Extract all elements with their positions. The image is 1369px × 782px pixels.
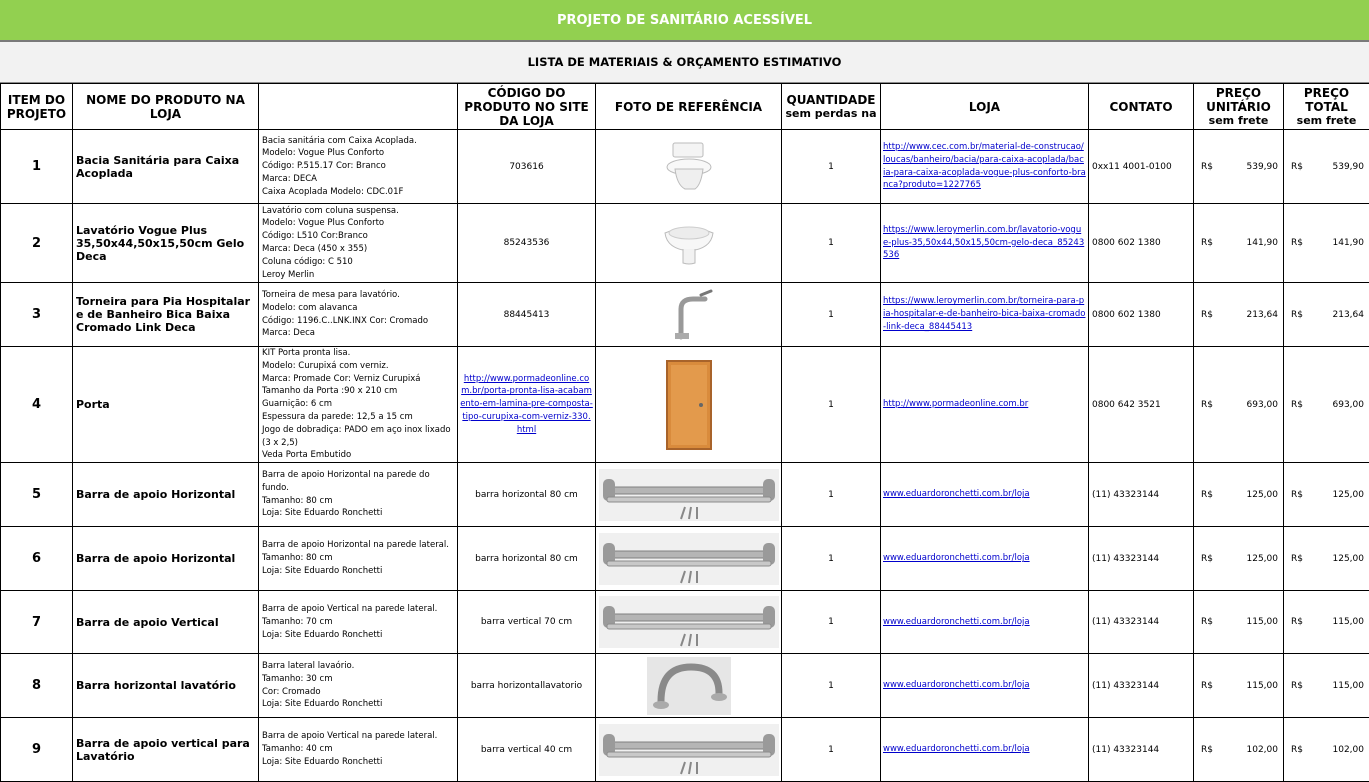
faucet-icon	[596, 289, 781, 341]
product-description	[259, 654, 458, 718]
item-number: 8	[1, 654, 73, 718]
contact: (11) 43323144	[1089, 718, 1194, 782]
reference-photo	[596, 347, 782, 463]
store-cell[interactable]	[881, 130, 1089, 204]
description-line: Marca: Deca (450 x 355)	[262, 243, 455, 256]
description-line: Torneira de mesa para lavatório.	[262, 289, 455, 302]
currency-symbol: R$	[1196, 617, 1213, 627]
header-row	[1, 84, 1369, 130]
currency-symbol: R$	[1286, 681, 1303, 691]
product-code: barra horizontal 80 cm	[458, 527, 596, 591]
quantity: 1	[782, 204, 881, 283]
currency-symbol: R$	[1196, 681, 1213, 691]
description-line: Jogo de dobradiça: PADO em aço inox lixado (3 x 2,5)	[262, 424, 455, 450]
item-number: 5	[1, 463, 73, 527]
description-line: Leroy Merlin	[262, 269, 455, 282]
unit-price-value: 539,90	[1247, 162, 1282, 172]
contact: 0800 602 1380	[1089, 283, 1194, 347]
contact: (11) 43323144	[1089, 463, 1194, 527]
contact: (11) 43323144	[1089, 527, 1194, 591]
header-total-price: PREÇO TOTAL sem frete	[1284, 84, 1369, 130]
total-price-value: 115,00	[1333, 617, 1368, 627]
unit-price-value: 213,64	[1247, 310, 1282, 320]
unit-price	[1194, 591, 1284, 654]
grab-bar-icon	[596, 596, 781, 648]
store-cell[interactable]	[881, 654, 1089, 718]
contact: (11) 43323144	[1089, 654, 1194, 718]
contact: 0800 602 1380	[1089, 204, 1194, 283]
currency-symbol: R$	[1196, 745, 1213, 755]
quantity: 1	[782, 347, 881, 463]
grab-bar-icon	[596, 533, 781, 585]
total-price	[1284, 718, 1369, 782]
description-line: Barra de apoio Horizontal na parede lateral.	[262, 539, 455, 552]
product-description	[259, 347, 458, 463]
description-line: Loja: Site Eduardo Ronchetti	[262, 629, 455, 642]
description-line: Barra lateral lavaório.	[262, 660, 455, 673]
unit-price	[1194, 347, 1284, 463]
item-number: 6	[1, 527, 73, 591]
total-price-value: 125,00	[1333, 490, 1368, 500]
reference-photo	[596, 718, 782, 782]
page-title: PROJETO DE SANITÁRIO ACESSÍVEL	[0, 0, 1369, 42]
header-name: NOME DO PRODUTO NA LOJA	[73, 84, 259, 130]
unit-price-value: 693,00	[1247, 400, 1282, 410]
description-line: Código: P.515.17 Cor: Branco	[262, 160, 455, 173]
table-row	[1, 654, 1369, 718]
unit-price	[1194, 204, 1284, 283]
product-description	[259, 591, 458, 654]
store-link[interactable]: https://www.leroymerlin.com.br/lavatorio-vogue-plus-35,50x44,50x15,50cm-gelo-deca_85243536	[883, 225, 1084, 261]
store-cell[interactable]	[881, 718, 1089, 782]
description-line: Marca: DECA	[262, 173, 455, 186]
store-cell[interactable]	[881, 527, 1089, 591]
total-price-value: 115,00	[1333, 681, 1368, 691]
product-code: barra vertical 70 cm	[458, 591, 596, 654]
currency-symbol: R$	[1196, 238, 1213, 248]
total-price-value: 141,90	[1333, 238, 1368, 248]
grab-bar-icon	[596, 469, 781, 521]
product-name: Barra de apoio vertical para Lavatório	[73, 718, 259, 782]
total-price-value: 102,00	[1333, 745, 1368, 755]
total-price	[1284, 204, 1369, 283]
total-price	[1284, 283, 1369, 347]
product-code[interactable]	[458, 347, 596, 463]
item-number: 1	[1, 130, 73, 204]
description-line: Modelo: Curupixá com verniz.	[262, 360, 455, 373]
product-name: Lavatório Vogue Plus 35,50x44,50x15,50cm Gelo Deca	[73, 204, 259, 283]
description-line: Marca: Deca	[262, 327, 455, 340]
description-line: Coluna código: C 510	[262, 256, 455, 269]
store-link[interactable]: www.eduardoronchetti.com.br/loja	[883, 489, 1030, 499]
table-row	[1, 718, 1369, 782]
sink-icon	[596, 219, 781, 267]
reference-photo	[596, 283, 782, 347]
total-price-value: 125,00	[1333, 554, 1368, 564]
product-code: 85243536	[458, 204, 596, 283]
table-row	[1, 130, 1369, 204]
product-description	[259, 463, 458, 527]
description-line: Tamanho da Porta :90 x 210 cm	[262, 385, 455, 398]
store-cell[interactable]	[881, 283, 1089, 347]
currency-symbol: R$	[1286, 490, 1303, 500]
store-link[interactable]: www.eduardoronchetti.com.br/loja	[883, 744, 1030, 754]
product-name: Porta	[73, 347, 259, 463]
product-description	[259, 718, 458, 782]
product-code: 88445413	[458, 283, 596, 347]
product-name: Barra de apoio Horizontal	[73, 463, 259, 527]
header-photo: FOTO DE REFERÊNCIA	[596, 84, 782, 130]
store-link[interactable]: https://www.leroymerlin.com.br/torneira-para-pia-hospitalar-e-de-banheiro-bica-baixa-cromado-link-deca_88445413	[883, 296, 1085, 332]
total-price-value: 539,90	[1333, 162, 1368, 172]
currency-symbol: R$	[1286, 554, 1303, 564]
product-code-link[interactable]: http://www.pormadeonline.com.br/porta-pronta-lisa-acabamento-em-lamina-pre-composta-tipo-curupixa-com-verniz-330.html	[460, 374, 593, 435]
table-row	[1, 463, 1369, 527]
reference-photo	[596, 654, 782, 718]
currency-symbol: R$	[1196, 162, 1213, 172]
store-cell[interactable]	[881, 591, 1089, 654]
description-line: Caixa Acoplada Modelo: CDC.01F	[262, 186, 455, 199]
product-name: Barra de apoio Horizontal	[73, 527, 259, 591]
currency-symbol: R$	[1286, 238, 1303, 248]
header-code: CÓDIGO DO PRODUTO NO SITE DA LOJA	[458, 84, 596, 130]
currency-symbol: R$	[1196, 310, 1213, 320]
description-line: Loja: Site Eduardo Ronchetti	[262, 698, 455, 711]
header-store: LOJA	[881, 84, 1089, 130]
store-link[interactable]: www.eduardoronchetti.com.br/loja	[883, 553, 1030, 563]
store-cell[interactable]	[881, 347, 1089, 463]
table-row	[1, 283, 1369, 347]
item-number: 2	[1, 204, 73, 283]
product-description	[259, 283, 458, 347]
description-line: Lavatório com coluna suspensa.	[262, 205, 455, 218]
description-line: Loja: Site Eduardo Ronchetti	[262, 756, 455, 769]
description-line: Loja: Site Eduardo Ronchetti	[262, 507, 455, 520]
reference-photo	[596, 204, 782, 283]
header-contact: CONTATO	[1089, 84, 1194, 130]
table-row	[1, 591, 1369, 654]
product-name: Bacia Sanitária para Caixa Acoplada	[73, 130, 259, 204]
unit-price-value: 115,00	[1247, 617, 1282, 627]
reference-photo	[596, 527, 782, 591]
product-code: barra horizontallavatorio	[458, 654, 596, 718]
quantity: 1	[782, 527, 881, 591]
description-line: Tamanho: 40 cm	[262, 743, 455, 756]
description-line: Código: 1196.C..LNK.INX Cor: Cromado	[262, 315, 455, 328]
product-description	[259, 204, 458, 283]
quantity: 1	[782, 283, 881, 347]
table-row	[1, 204, 1369, 283]
reference-photo	[596, 463, 782, 527]
header-quantity: QUANTIDADE sem perdas na	[782, 84, 881, 130]
unit-price-value: 125,00	[1247, 490, 1282, 500]
total-price-value: 213,64	[1333, 310, 1368, 320]
description-line: Modelo: Vogue Plus Conforto	[262, 217, 455, 230]
currency-symbol: R$	[1196, 490, 1213, 500]
quantity: 1	[782, 463, 881, 527]
item-number: 3	[1, 283, 73, 347]
item-number: 7	[1, 591, 73, 654]
product-description	[259, 527, 458, 591]
total-price-value: 693,00	[1333, 400, 1368, 410]
currency-symbol: R$	[1286, 617, 1303, 627]
reference-photo	[596, 591, 782, 654]
header-description	[259, 84, 458, 130]
currency-symbol: R$	[1196, 400, 1213, 410]
quantity: 1	[782, 654, 881, 718]
description-line: Loja: Site Eduardo Ronchetti	[262, 565, 455, 578]
contact: 0800 642 3521	[1089, 347, 1194, 463]
description-line: Barra de apoio Vertical na parede lateral.	[262, 730, 455, 743]
description-line: Modelo: com alavanca	[262, 302, 455, 315]
product-code: 703616	[458, 130, 596, 204]
unit-price-value: 102,00	[1247, 745, 1282, 755]
total-price	[1284, 527, 1369, 591]
description-line: Barra de apoio Vertical na parede lateral.	[262, 603, 455, 616]
unit-price-value: 141,90	[1247, 238, 1282, 248]
total-price	[1284, 347, 1369, 463]
product-description	[259, 130, 458, 204]
description-line: Bacia sanitária com Caixa Acoplada.	[262, 135, 455, 148]
door-icon	[596, 359, 781, 451]
unit-price-value: 115,00	[1247, 681, 1282, 691]
quantity: 1	[782, 130, 881, 204]
unit-price	[1194, 130, 1284, 204]
total-price	[1284, 654, 1369, 718]
materials-table	[0, 83, 1369, 782]
product-code: barra vertical 40 cm	[458, 718, 596, 782]
currency-symbol: R$	[1286, 310, 1303, 320]
unit-price	[1194, 718, 1284, 782]
store-link[interactable]: www.eduardoronchetti.com.br/loja	[883, 617, 1030, 627]
quantity: 1	[782, 718, 881, 782]
currency-symbol: R$	[1286, 400, 1303, 410]
unit-price	[1194, 654, 1284, 718]
description-line: Espessura da parede: 12,5 a 15 cm	[262, 411, 455, 424]
total-price	[1284, 591, 1369, 654]
store-link[interactable]: http://www.pormadeonline.com.br	[883, 399, 1028, 409]
description-line: Tamanho: 70 cm	[262, 616, 455, 629]
currency-symbol: R$	[1196, 554, 1213, 564]
unit-price	[1194, 527, 1284, 591]
reference-photo	[596, 130, 782, 204]
description-line: Tamanho: 30 cm	[262, 673, 455, 686]
description-line: Código: L510 Cor:Branco	[262, 230, 455, 243]
store-link[interactable]: www.eduardoronchetti.com.br/loja	[883, 680, 1030, 690]
description-line: Tamanho: 80 cm	[262, 552, 455, 565]
table-row	[1, 347, 1369, 463]
page-subtitle: LISTA DE MATERIAIS & ORÇAMENTO ESTIMATIVO	[0, 42, 1369, 83]
store-cell[interactable]	[881, 204, 1089, 283]
product-name: Torneira para Pia Hospitalar e de Banheiro Bica Baixa Cromado Link Deca	[73, 283, 259, 347]
description-line: Tamanho: 80 cm	[262, 495, 455, 508]
currency-symbol: R$	[1286, 745, 1303, 755]
description-line: Marca: Promade Cor: Verniz Curupixá	[262, 373, 455, 386]
store-link[interactable]: http://www.cec.com.br/material-de-construcao/loucas/banheiro/bacia/para-caixa-acoplada/bacia-para-caixa-acoplada-vogue-plus-conforto-branca?produto=1227765	[883, 142, 1086, 190]
unit-price	[1194, 283, 1284, 347]
store-cell[interactable]	[881, 463, 1089, 527]
product-name: Barra horizontal lavatório	[73, 654, 259, 718]
header-unit-price: PREÇO UNITÁRIO sem frete	[1194, 84, 1284, 130]
curved-bar-icon	[596, 657, 781, 715]
product-code: barra horizontal 80 cm	[458, 463, 596, 527]
header-item: ITEM DO PROJETO	[1, 84, 73, 130]
description-line: Cor: Cromado	[262, 686, 455, 699]
description-line: Guarnição: 6 cm	[262, 398, 455, 411]
total-price	[1284, 463, 1369, 527]
total-price	[1284, 130, 1369, 204]
unit-price-value: 125,00	[1247, 554, 1282, 564]
unit-price	[1194, 463, 1284, 527]
description-line: Modelo: Vogue Plus Conforto	[262, 147, 455, 160]
product-name: Barra de apoio Vertical	[73, 591, 259, 654]
contact: (11) 43323144	[1089, 591, 1194, 654]
item-number: 9	[1, 718, 73, 782]
description-line: Barra de apoio Horizontal na parede do fundo.	[262, 469, 455, 495]
description-line: Veda Porta Embutido	[262, 449, 455, 462]
description-line: KIT Porta pronta lisa.	[262, 347, 455, 360]
toilet-icon	[596, 141, 781, 193]
quantity: 1	[782, 591, 881, 654]
item-number: 4	[1, 347, 73, 463]
currency-symbol: R$	[1286, 162, 1303, 172]
contact: 0xx11 4001-0100	[1089, 130, 1194, 204]
table-row	[1, 527, 1369, 591]
